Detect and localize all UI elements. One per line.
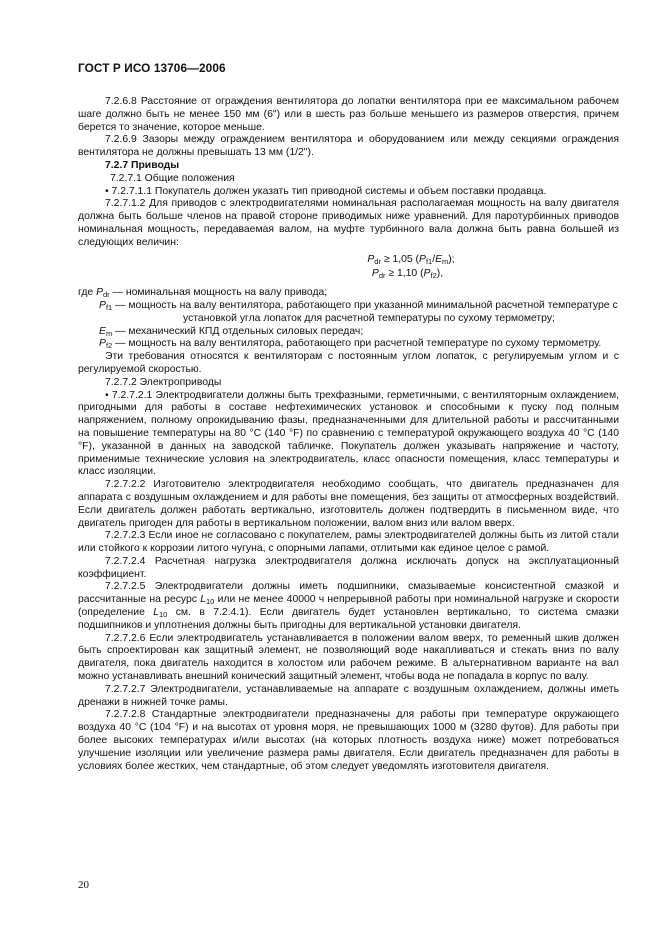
clause-7-2-7-2-7: 7.2.7.2.7 Электродвигатели, устанавливаемые на аппарате с воздушным охлаждением, должны иметь дренажи в нижней точке рамы. (78, 683, 619, 708)
clause-text: или не менее 40000 ч непрерывной работы при номинальной нагрузке и скорости (определение (78, 594, 620, 619)
clause-7-2-7-2-6: 7.2.7.2.6 Если электродвигатель устанавливается в положении валом вверх, то ременный шкив должен быть спроектирован как защитный элемент, не позволяющий воде накапливаться и стекать вниз по валу двигателя, пока двигатель находится в холостом или рабочем режиме. В альтернативном варианте на вал можно устанавливать внешний конический защитный элемент, чтобы вода не попадала в корпус по валу. (78, 632, 619, 683)
formula-symbol: P (423, 268, 431, 280)
definition-subscript: dr (103, 290, 110, 300)
definition-text: — мощность на валу вентилятора, работающего при указанной минимальной расчетной температуре с установкой угла лопаток для расчетной температуры по сухому термометру; (112, 299, 618, 324)
definition-subscript: f1 (105, 302, 113, 312)
clause-7-2-7-2-5 (78, 581, 619, 632)
definition-pdr (78, 287, 619, 300)
clause-7-2-6-9: 7.2.6.9 Зазоры между ограждением вентилятора и оборудованием или между секциями ограждения вентилятора не должны превышать 13 мм (1/2"). (78, 134, 619, 159)
formula-text: / (432, 253, 436, 265)
clause-7-2-7-1-1: • 7.2.7.1.1 Покупатель должен указать тип приводной системы и объем поставки продавца. (78, 186, 619, 199)
definition-pf1 (78, 300, 619, 326)
formula-text: ); (448, 253, 455, 265)
definition-subscript: m (105, 328, 113, 338)
definition-symbol: E (99, 325, 106, 337)
symbol-subscript: 10 (206, 597, 215, 607)
clause-text: 7.2.7.2.5 Электродвигатели должны иметь подшипники, смазываемые консистентной смазкой и рассчитанные на ресурс (78, 581, 619, 606)
clause-7-2-7-2-8: 7.2.7.2.8 Стандартные электродвигатели предназначены для работы при температуре окружающего воздуха 40 °С (104 °F) и на высотах от уровня моря, не превышающих 1000 м (3280 футов). Для работы при более высоких температурах и/или высотах (на которых плотность воздуха ниже) может потребоваться улучшение изоляции или увеличение размера рамы двигателя. Если двигатель предназначен для работы в условиях более жестких, чем стандартные, об этом следует уведомлять изготовителя двигателя. (78, 709, 619, 772)
formula-subscript: f1 (425, 256, 433, 266)
clause-text: см. в 7.2.4.1). Если двигатель будет установлен вертикально, то система смазки подшипников и уплотнения должны быть пригодны для вертикальной установки двигателя. (78, 607, 619, 631)
formula-symbol: E (435, 253, 443, 265)
formula-2 (78, 268, 619, 281)
clause-7-2-7-2-4: 7.2.7.2.4 Расчетная нагрузка электродвигателя должна исключать допуск на эксплуатационный коэффициент. (78, 555, 619, 580)
clause-7-2-6-8: 7.2.6.8 Расстояние от ограждения вентилятора до лопатки вентилятора при ее максимальном рабочем шаге должно быть не менее 150 мм (6") или в шесть раз больше меньшего из размеров отверстия, причем берется то значение, которое меньше. (78, 96, 619, 133)
definition-text: — механический КПД отдельных силовых передач; (112, 325, 364, 337)
formula-subscript: dr (374, 256, 381, 266)
definition-symbol: P (99, 299, 106, 311)
formula-subscript: m (442, 256, 449, 266)
symbol-definitions (78, 287, 619, 351)
formula-text: ≥ 1,10 ( (385, 268, 424, 280)
definition-em (78, 326, 619, 339)
subsection-heading-general: 7.2.7.1 Общие положения (110, 172, 235, 184)
definition-text: — мощность на валу вентилятора, работающего при расчетной температуре по сухому термометру. (112, 338, 602, 350)
definition-symbol: P (99, 338, 106, 350)
document-header: ГОСТ Р ИСО 13706—2006 (78, 61, 226, 75)
definition-text: — номинальная мощность на валу привода; (109, 287, 328, 299)
formula-text: ), (436, 268, 444, 280)
definition-symbol: P (96, 287, 103, 299)
formula-symbol: P (367, 253, 375, 265)
definition-subscript: f2 (105, 341, 113, 351)
clause-7-2-7-2-1: • 7.2.7.2.1 Электродвигатели должны быть трехфазными, герметичными, с вентиляторным охлаждением, пригодными для работы в составе нефтехимических установок и способными к пуску под полным напряжением, полному опрокидыванию фазы, предназначенными для длительной работы и рассчитанными на повышение температуры на 80 °С (140 °F) по сравнению с температурой окружающего воздуха 40 °С (140 °F), указанной в данных на заводской табличке. Покупатель должен указывать напряжение и частоту, применимые технические условия на электродвигатель, класс опасности помещения, класс температуры и класс изоляции. (78, 390, 619, 480)
symbol-subscript: 10 (159, 610, 168, 620)
formula-subscript: f2 (430, 271, 437, 281)
clause-7-2-7-2-2: 7.2.7.2.2 Изготовителю электродвигателя необходимо сообщать, что двигатель предназначен для аппарата с воздушным охлаждением и для работы вне помещения, без защиты от атмосферных воздействий. Если двигатель должен работать вертикально, изготовитель должен подтвердить в письменном виде, что двигатель пригоден для работы в вертикальном положении, валом вниз или валом вверх. (78, 479, 619, 529)
symbol-l10: L (153, 607, 160, 619)
document-body (78, 96, 619, 773)
clause-7-2-7-1-2: 7.2.7.1.2 Для приводов с электродвигателями номинальная располагаемая мощность на валу двигателя должна быть больше членов на правой стороне приводимых ниже уравнений. Для паротурбинных приводов номинальная мощность, передаваемая валом, на муфте турбинного вала должна быть равна большей из следующих величин: (78, 198, 619, 248)
formula-text: ≥ 1,05 ( (380, 253, 419, 265)
definition-pf2 (78, 338, 619, 351)
subsection-heading-electric: 7.2.7.2 Электроприводы (105, 376, 222, 388)
clause-7-2-7-2-3: 7.2.7.2.3 Если иное не согласовано с покупателем, рамы электродвигателей должны быть из литой стали или стойкого к коррозии литого чугуна, с опорными лапами, отлитыми как единое целое с рамой. (78, 530, 619, 555)
formula-1 (78, 254, 619, 267)
definition-where: где (78, 287, 97, 299)
page-number: 20 (78, 879, 89, 891)
note-constant-angle: Эти требования относятся к вентиляторам с постоянным углом лопаток, с регулируемым углом и с регулируемой скоростью. (78, 351, 619, 375)
formula-symbol: P (371, 268, 379, 280)
symbol-l10: L (200, 594, 206, 606)
section-heading-drives: 7.2.7 Приводы (105, 159, 180, 171)
formula-symbol: P (419, 253, 426, 265)
formula-subscript: dr (378, 271, 386, 281)
